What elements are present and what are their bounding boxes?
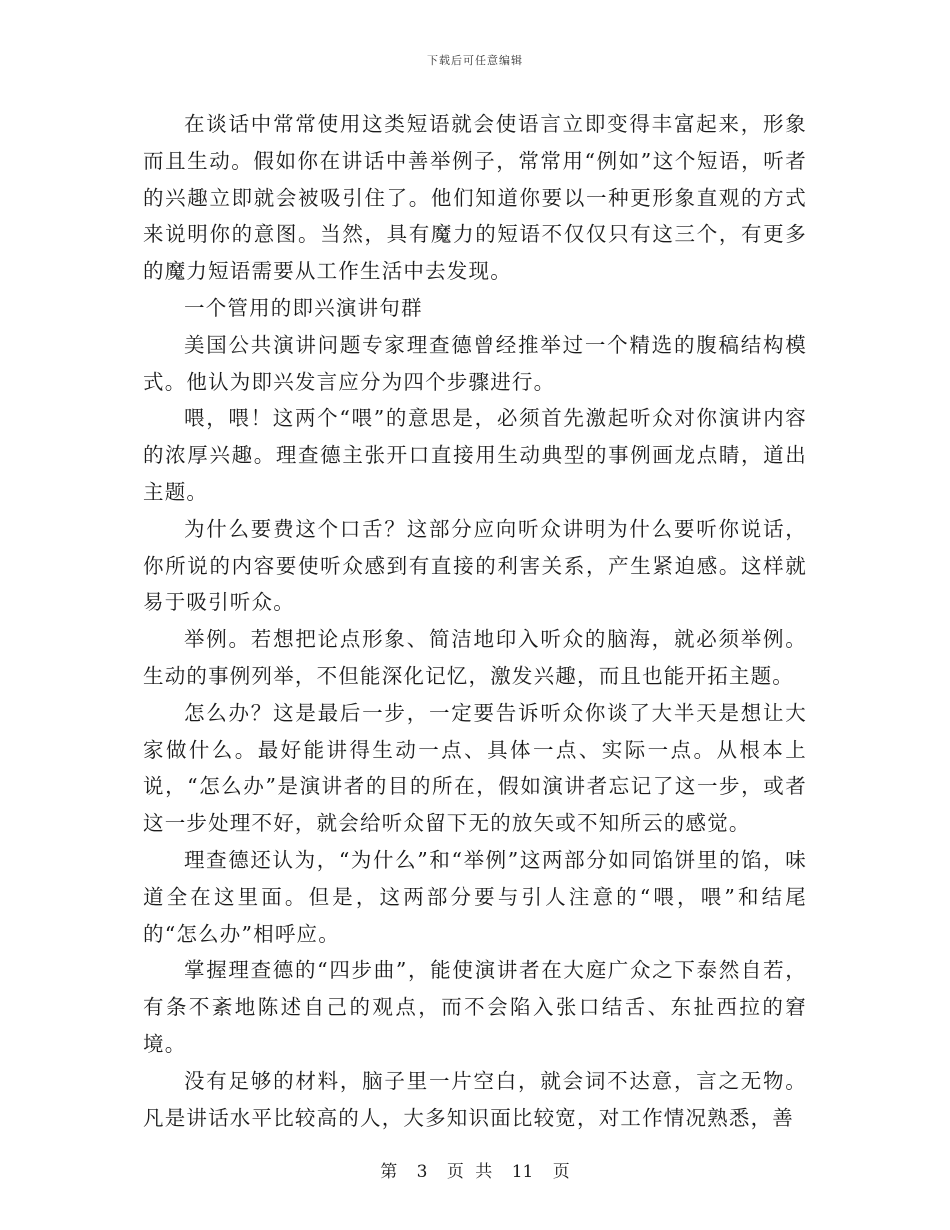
document-body (143, 106, 807, 1136)
paragraph-9: 掌握理查德的“四步曲”，能使演讲者在大庭广众之下泰然自若，有条不紊地陈述自己的观点，而不会陷入张口结舌、东扯西拉的窘境。 (143, 958, 807, 1056)
footer-suffix: 页 (552, 1162, 570, 1182)
paragraph-10: 没有足够的材料，脑子里一片空白，就会词不达意，言之无物。凡是讲话水平比较高的人，大多知识面比较宽，对工作情况熟悉，善 (143, 1068, 807, 1130)
footer-current-page: 3 (416, 1162, 428, 1182)
page-header-note: 下载后可任意编辑 (427, 54, 523, 67)
paragraph-5: 为什么要费这个口舌？这部分应向听众讲明为什么要听你说话，你所说的内容要使听众感到有直接的利害关系，产生紧迫感。这样就易于吸引听众。 (143, 516, 807, 615)
paragraph-7: 怎么办？这是最后一步，一定要告诉听众你谈了大半天是想让大家做什么。最好能讲得生动一点、具体一点、实际一点。从根本上说，“怎么办”是演讲者的目的所在，假如演讲者忘记了这一步，或者这一步处理不好，就会给听众留下无的放矢或不知所云的感觉。 (143, 700, 807, 836)
footer-middle: 页 共 (446, 1162, 493, 1182)
page-number-footer (0, 1157, 950, 1182)
paragraph-3: 美国公共演讲问题专家理查德曾经推举过一个精选的腹稿结构模式。他认为即兴发言应分为四个步骤进行。 (143, 332, 807, 394)
footer-prefix: 第 (380, 1162, 398, 1182)
footer-total-pages: 11 (511, 1162, 534, 1182)
paragraph-4: 喂，喂！这两个“喂”的意思是，必须首先激起听众对你演讲内容的浓厚兴趣。理查德主张开口直接用生动典型的事例画龙点睛，道出主题。 (143, 406, 807, 504)
paragraph-8: 理查德还认为，“为什么”和“举例”这两部分如同馅饼里的馅，味道全在这里面。但是，这两部分要与引人注意的“喂，喂”和结尾的“怎么办”相呼应。 (143, 847, 807, 946)
paragraph-6: 举例。若想把论点形象、简洁地印入听众的脑海，就必须举例。生动的事例列举，不但能深化记忆，激发兴趣，而且也能开拓主题。 (143, 627, 807, 688)
paragraph-heading: 一个管用的即兴演讲句群 (184, 295, 423, 320)
paragraph-1: 在谈话中常常使用这类短语就会使语言立即变得丰富起来，形象而且生动。假如你在讲话中善举例子，常常用“例如”这个短语，听者的兴趣立即就会被吸引住了。他们知道你要以一种更形象直观的方式来说明你的意图。当然，具有魔力的短语不仅仅只有这三个，有更多的魔力短语需要从工作生活中去发现。 (143, 112, 807, 284)
